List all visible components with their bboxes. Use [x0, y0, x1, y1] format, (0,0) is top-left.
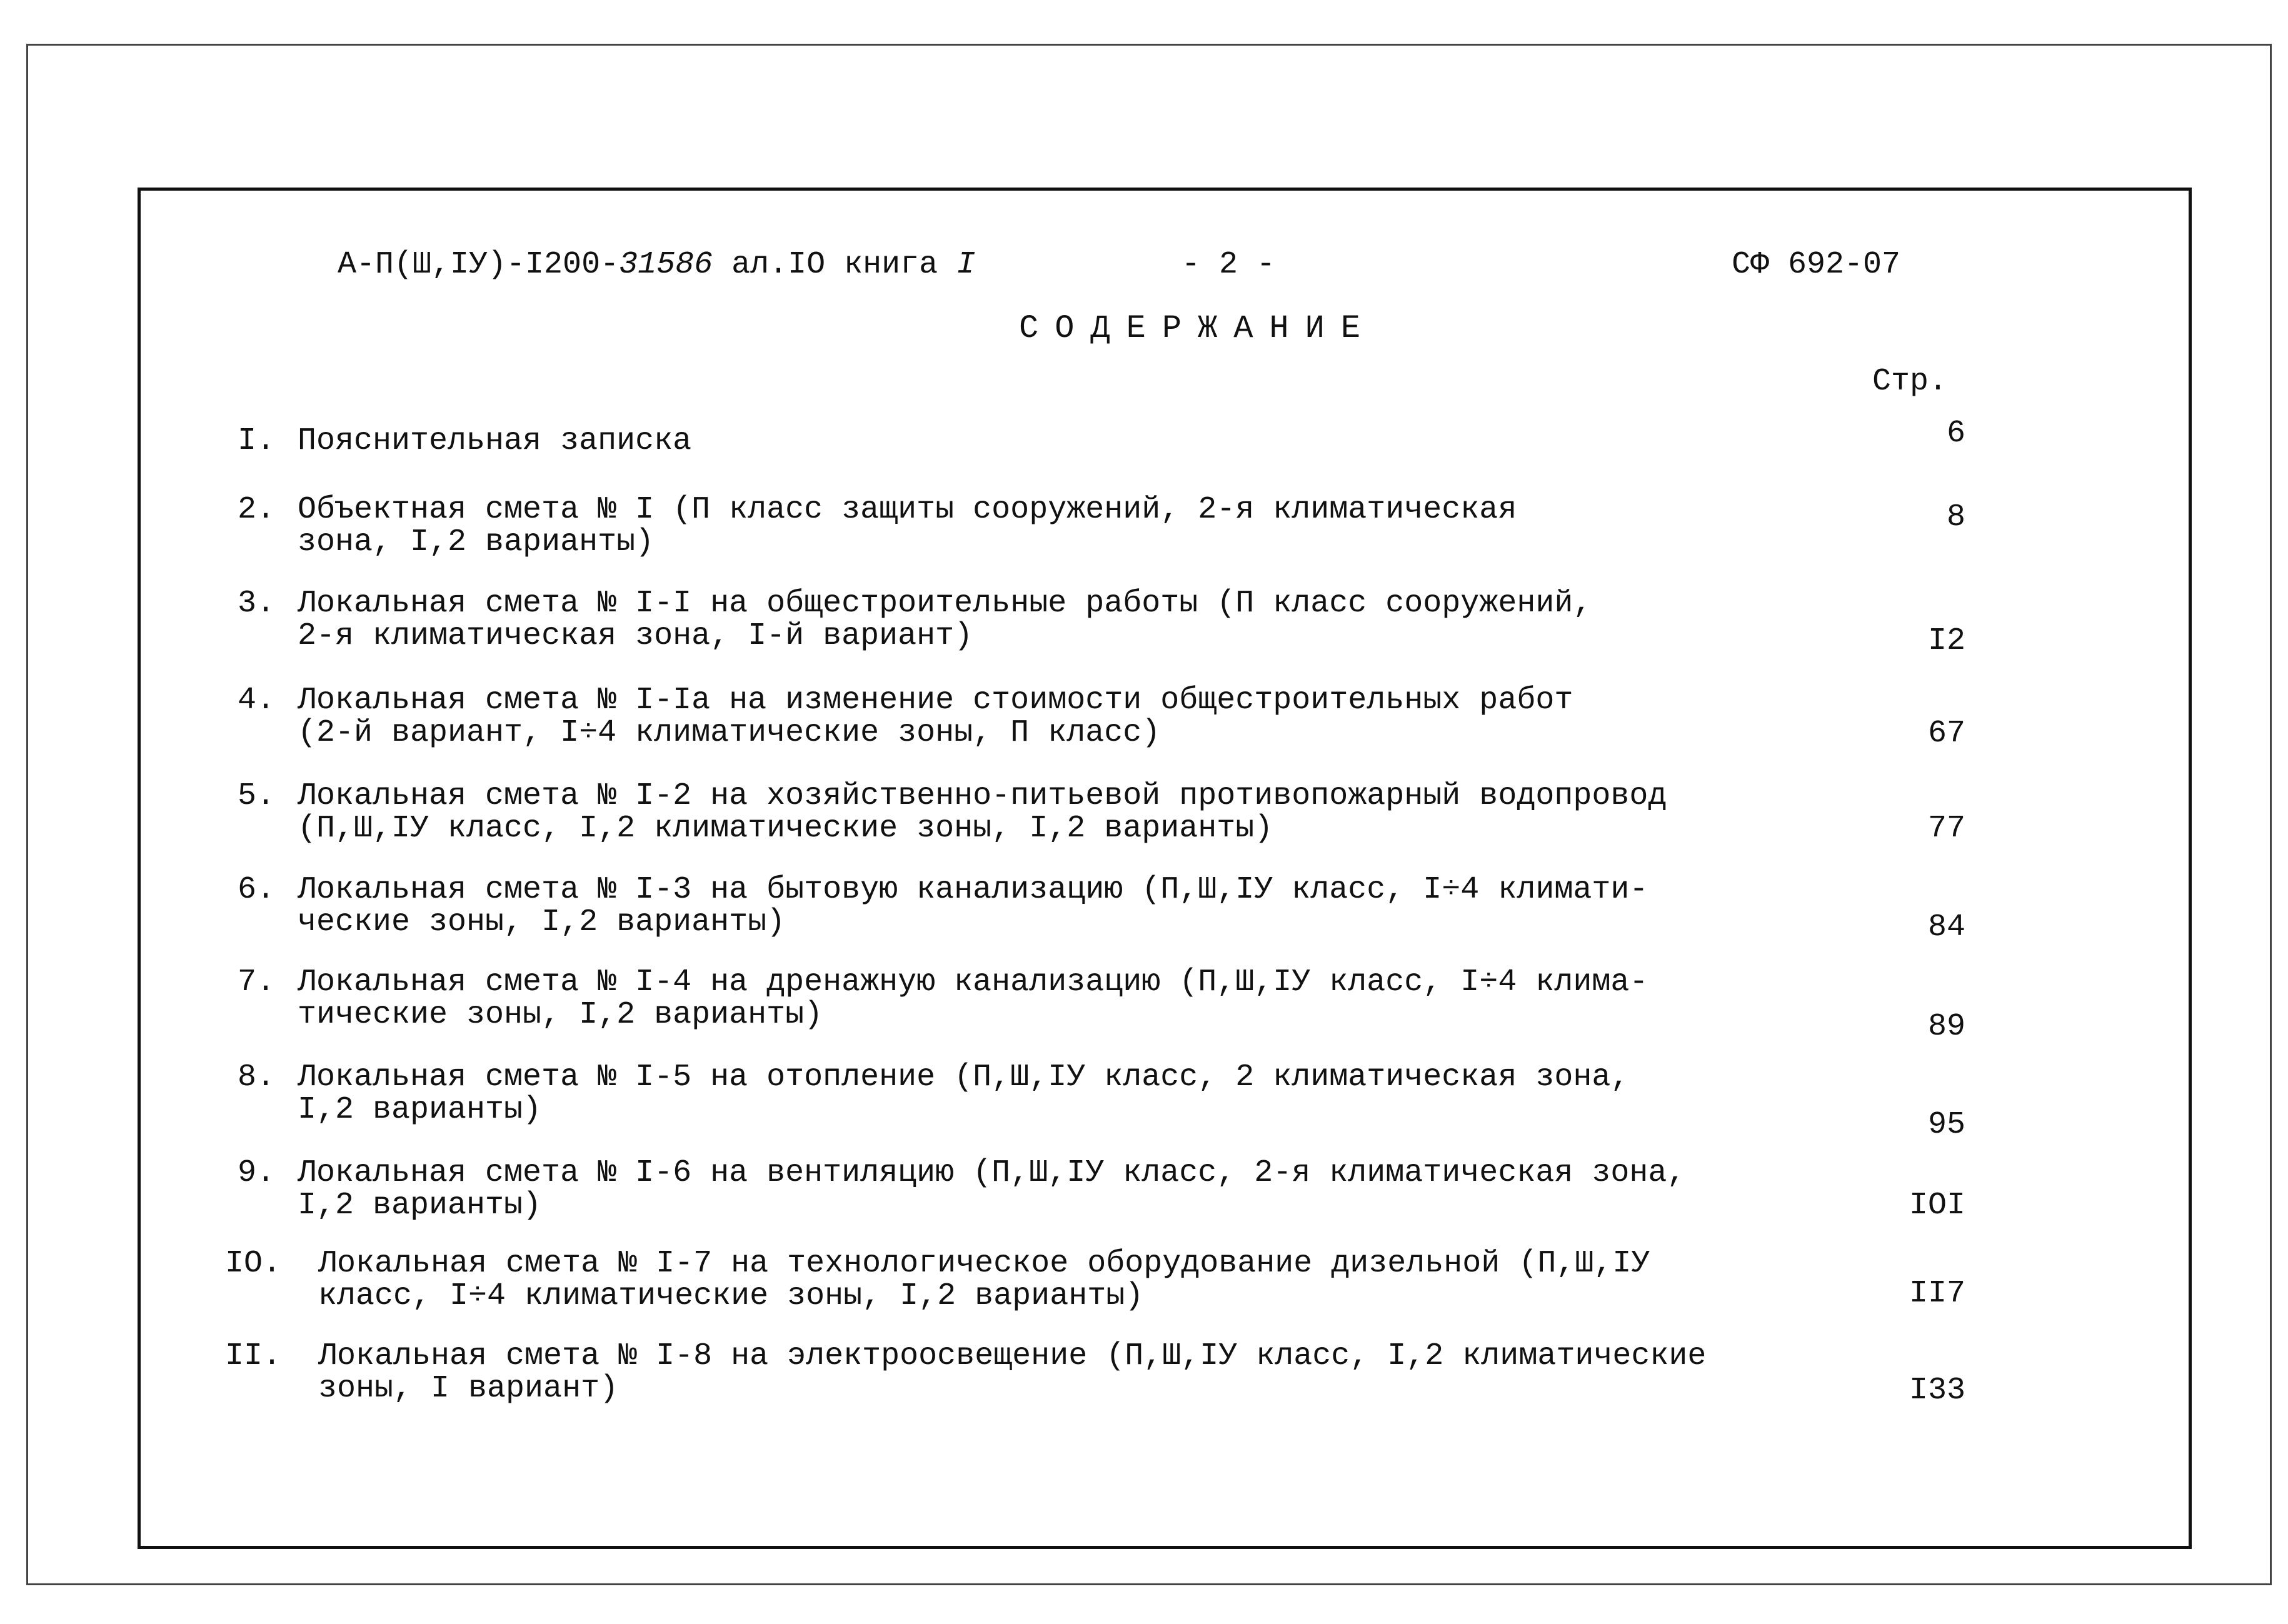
toc-item-text: ческие зоны, I,2 варианты) [298, 905, 786, 940]
toc-item-text: Локальная смета № I-I на общестроительные работы (П класс сооружений, [298, 586, 1592, 621]
toc-item-text: Локальная смета № I-Iа на изменение стоимости общестроительных работ [298, 683, 1573, 718]
toc-item-text: Локальная смета № I-5 на отопление (П,Ш,IУ класс, 2 климатическая зона, [298, 1060, 1630, 1095]
toc-item-text: Локальная смета № I-2 на хозяйственно-питьевой противопожарный водопровод [298, 778, 1667, 814]
book-number: I [956, 247, 976, 283]
toc-item-text: I,2 варианты) [298, 1188, 542, 1223]
toc-item-number: 2. [237, 492, 275, 528]
toc-item-page: I2 [1927, 623, 1965, 659]
page-number: - 2 - [1182, 247, 1276, 283]
toc-item-number: 6. [237, 872, 275, 908]
toc-item-number: I. [237, 423, 275, 459]
toc-item-text: зона, I,2 варианты) [298, 524, 655, 560]
toc-item-page: 84 [1927, 910, 1965, 945]
toc-item-page: IOI [1909, 1188, 1965, 1223]
toc-item-page: 67 [1927, 716, 1965, 751]
toc-item-number: II. [225, 1338, 282, 1374]
toc-item-text: 2-я климатическая зона, I-й вариант) [298, 618, 973, 654]
toc-item-text: Локальная смета № I-3 на бытовую канализацию (П,Ш,IУ класс, I÷4 климати- [298, 872, 1648, 908]
album-label: ал.IO книга [731, 247, 938, 283]
toc-item-text: класс, I÷4 климатические зоны, I,2 варианты) [318, 1278, 1144, 1314]
toc-item-text: тические зоны, I,2 варианты) [298, 997, 823, 1033]
toc-item-page: I33 [1909, 1373, 1965, 1408]
toc-item-number: IO. [225, 1246, 282, 1281]
toc-item-page: 95 [1927, 1107, 1965, 1143]
toc-item-text: Локальная смета № I-7 на технологическое оборудование дизельной (П,Ш,IУ [318, 1246, 1650, 1281]
toc-item-text: Локальная смета № I-8 на электроосвещение (П,Ш,IУ класс, I,2 климатические [318, 1338, 1707, 1374]
toc-item-text: зоны, I вариант) [318, 1371, 619, 1406]
page-column-label: Стр. [1872, 364, 1948, 399]
document-code [338, 249, 975, 281]
page-title: СОДЕРЖАНИЕ [1019, 310, 1377, 347]
toc-item-page: II7 [1909, 1276, 1965, 1311]
doc-code-typed: А-П(Ш,IУ)-I200- [338, 247, 620, 283]
doc-code-handwritten: 31586 [619, 247, 713, 283]
toc-item-number: 7. [237, 965, 275, 1000]
toc-item-text: (П,Ш,IУ класс, I,2 климатические зоны, I,2 варианты) [298, 811, 1273, 846]
toc-item-number: 5. [237, 778, 275, 814]
toc-item-text: (2-й вариант, I÷4 климатические зоны, П класс) [298, 715, 1161, 751]
toc-item-page: 6 [1946, 416, 1965, 451]
toc-item-page: 77 [1927, 811, 1965, 846]
toc-item-text: Объектная смета № I (П класс защиты сооружений, 2-я климатическая [298, 492, 1517, 528]
toc-item-number: 4. [237, 683, 275, 718]
toc-item-text: Пояснительная записка [298, 423, 692, 459]
toc-item-number: 8. [237, 1060, 275, 1095]
toc-item-page: 89 [1927, 1009, 1965, 1045]
toc-item-text: I,2 варианты) [298, 1092, 542, 1128]
toc-item-text: Локальная смета № I-6 на вентиляцию (П,Ш,IУ класс, 2-я климатическая зона, [298, 1155, 1686, 1191]
toc-item-text: Локальная смета № I-4 на дренажную канализацию (П,Ш,IУ класс, I÷4 клима- [298, 965, 1648, 1000]
toc-item-number: 3. [237, 586, 275, 621]
stamp-code: СФ 692-07 [1732, 247, 1901, 283]
toc-item-number: 9. [237, 1155, 275, 1191]
toc-item-page: 8 [1946, 499, 1965, 535]
